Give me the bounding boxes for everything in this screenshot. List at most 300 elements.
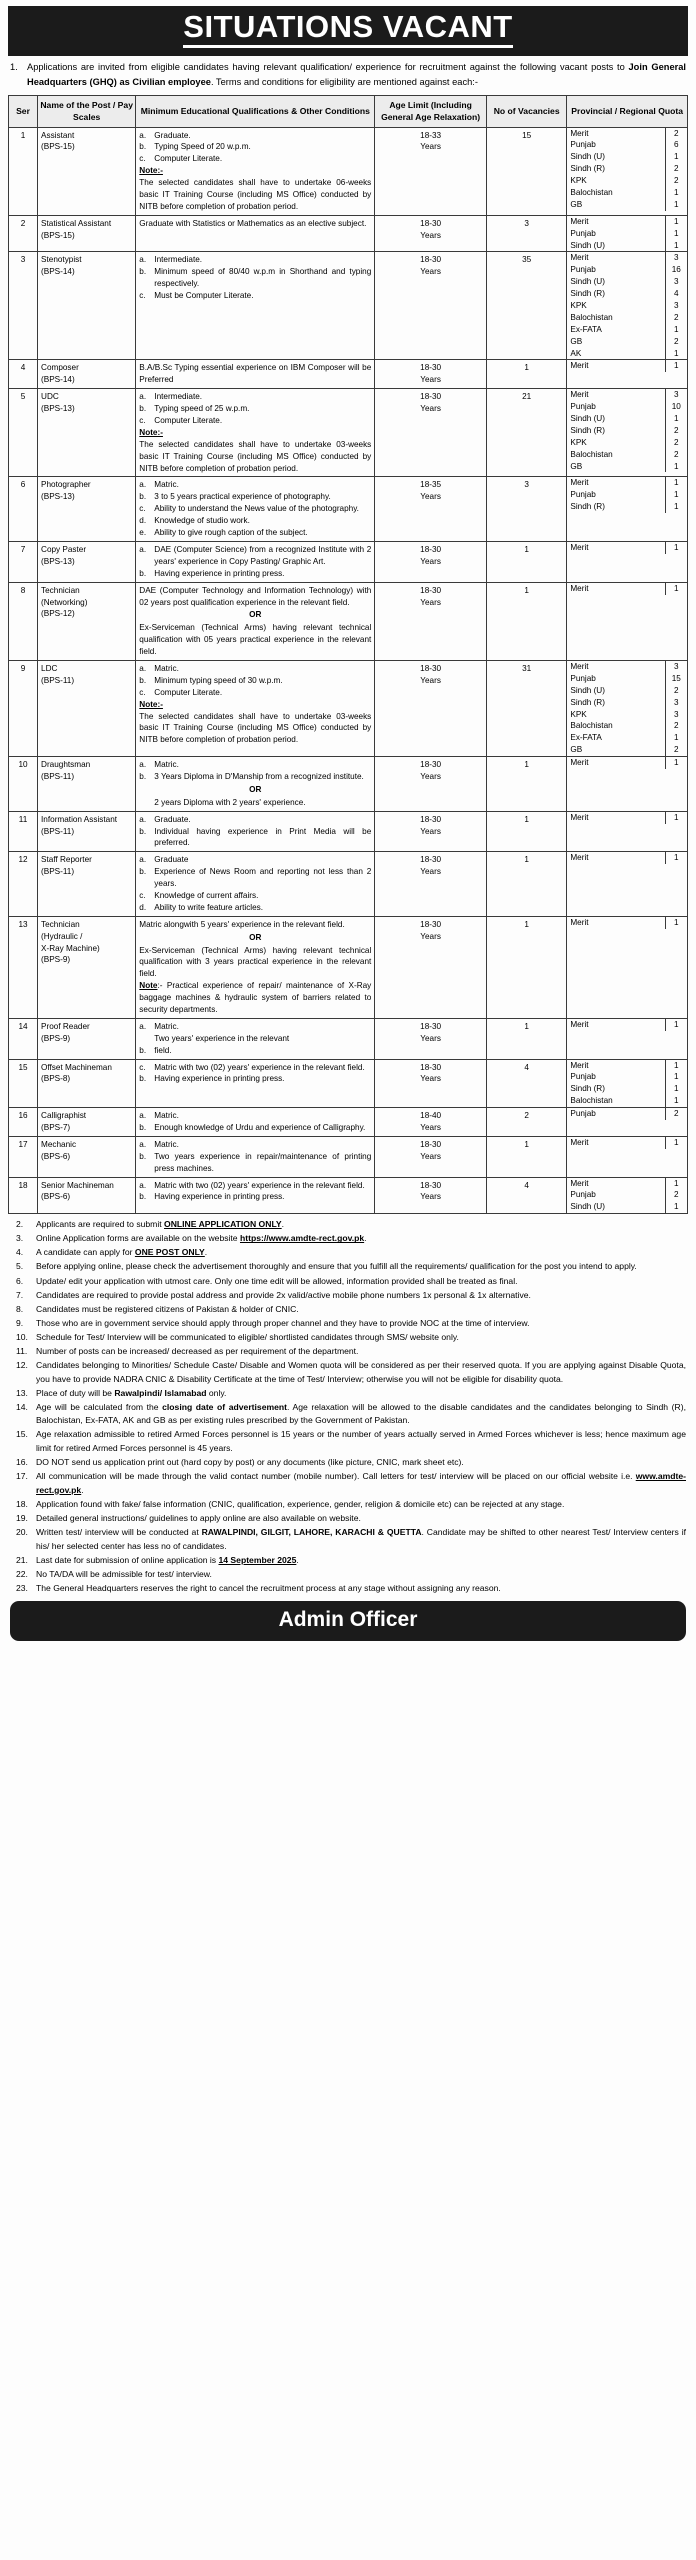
quota-row bbox=[567, 757, 687, 769]
cell-post-name: Stenotypist (BPS-14) bbox=[38, 252, 136, 360]
cell-quota bbox=[567, 582, 688, 660]
qualification-item-label: a. bbox=[139, 1139, 147, 1149]
cell-vacancies: 1 bbox=[486, 852, 566, 916]
column-header-qualifications: Minimum Educational Qualifications & Other Conditions bbox=[136, 95, 375, 127]
quota-region-count: 10 bbox=[665, 401, 687, 413]
cell-post-name: Proof Reader (BPS-9) bbox=[38, 1018, 136, 1059]
cell-quota bbox=[567, 811, 688, 852]
cell-ser: 4 bbox=[9, 360, 38, 389]
table-row bbox=[9, 127, 688, 215]
condition-text: Number of posts can be increased/ decreased as per requirement of the department. bbox=[36, 1345, 359, 1356]
condition-item bbox=[10, 1303, 686, 1317]
quota-region-count: 1 bbox=[665, 240, 687, 252]
quota-region-name: Punjab bbox=[570, 1190, 596, 1200]
quota-region-name: Merit bbox=[570, 361, 589, 371]
qualification-item-label: b. bbox=[139, 1123, 147, 1133]
condition-number: 2. bbox=[16, 1219, 24, 1230]
quota-region-count: 2 bbox=[665, 312, 687, 324]
quota-region-count: 2 bbox=[665, 175, 687, 187]
cell-quota bbox=[567, 1177, 688, 1214]
condition-text: Update/ edit your application with utmost care. Only one time edit will be allowed, information provided shall be treated as final. bbox=[36, 1275, 518, 1286]
quota-region-count: 1 bbox=[665, 187, 687, 199]
cell-quota bbox=[567, 1108, 688, 1137]
quota-region-name: Punjab bbox=[570, 490, 596, 500]
condition-text: Detailed general instructions/ guidelines to apply online are also available on website. bbox=[36, 1512, 361, 1523]
table-row bbox=[9, 1177, 688, 1214]
title-banner bbox=[8, 6, 688, 56]
quota-region-count: 1 bbox=[665, 324, 687, 336]
quota-row bbox=[567, 1178, 687, 1190]
cell-qualifications bbox=[136, 1177, 375, 1214]
signature-text: Admin Officer bbox=[278, 1608, 418, 1632]
cell-ser: 17 bbox=[9, 1136, 38, 1177]
table-row bbox=[9, 1136, 688, 1177]
condition-text: Written test/ interview will be conducted at RAWALPINDI, GILGIT, LAHORE, KARACHI & QUETTA. Candidate may be shifted to other nearest Test/ Interview centers if his/ her selected center has less no of candidates. bbox=[36, 1526, 686, 1551]
cell-quota bbox=[567, 660, 688, 756]
table-row bbox=[9, 389, 688, 477]
qualification-item-text: Enough knowledge of Urdu and experience of Calligraphy. bbox=[154, 1123, 366, 1133]
condition-text: Age will be calculated from the closing date of advertisement. Age relaxation will be allowed to the disable candidates and the candidates belonging to Sindh (R), Balochistan, Ex-FATA, AK and GB as per existing rules prescribed by the Government of Pakistan. bbox=[36, 1401, 686, 1426]
cell-age-limit: 18-30 Years bbox=[375, 389, 487, 477]
quota-region-name: Merit bbox=[570, 253, 589, 263]
table-body bbox=[9, 127, 688, 1214]
qualification-item-label: b. bbox=[139, 1045, 147, 1055]
qualification-item-label: b. bbox=[139, 1192, 147, 1202]
condition-text: Those who are in government service should apply through proper channel and they have to provide NOC at the time of interview. bbox=[36, 1317, 530, 1328]
quota-row bbox=[567, 917, 687, 929]
qualification-indented-text: Two years' experience in the relevant bbox=[154, 1033, 290, 1043]
qualification-inline-note-text: :- Practical experience of repair/ maintenance of X-Ray baggage machines & hydraulic system of barriers related to security departments. bbox=[139, 981, 372, 1014]
quota-region-name: Ex-FATA bbox=[570, 733, 602, 743]
cell-qualifications bbox=[136, 389, 375, 477]
qualification-item-text: Matric. bbox=[154, 1111, 179, 1121]
cell-post-name: Staff Reporter (BPS-11) bbox=[38, 852, 136, 916]
qualification-item-text: Having experience in printing press. bbox=[154, 568, 285, 578]
condition-text: Candidates are required to provide postal address and provide 2x valid/active mobile phone numbers 1x personal & 1x alternative. bbox=[36, 1289, 531, 1300]
cell-age-limit: 18-30 Years bbox=[375, 852, 487, 916]
qualification-item-label: a. bbox=[139, 1021, 147, 1031]
cell-qualifications bbox=[136, 1059, 375, 1108]
quota-row bbox=[567, 401, 687, 413]
quota-row bbox=[567, 264, 687, 276]
qualification-item bbox=[139, 153, 371, 165]
quota-region-name: Merit bbox=[570, 583, 589, 593]
qualification-item-label: d. bbox=[139, 902, 147, 912]
qualification-item-label: b. bbox=[139, 267, 147, 277]
quota-region-count: 1 bbox=[665, 812, 687, 824]
qualification-item-label: a. bbox=[139, 544, 147, 554]
qualification-item-label: b. bbox=[139, 675, 147, 685]
quota-region-name: Merit bbox=[570, 917, 589, 927]
quota-region-name: Punjab bbox=[570, 673, 596, 683]
condition-item bbox=[10, 1275, 686, 1289]
quota-region-name: Punjab bbox=[570, 1072, 596, 1082]
quota-region-count: 2 bbox=[665, 437, 687, 449]
quota-row bbox=[567, 151, 687, 163]
qualification-item bbox=[139, 568, 371, 580]
condition-item bbox=[10, 1470, 686, 1497]
qualification-item-text: 3 to 5 years practical experience of photography. bbox=[154, 492, 331, 502]
quota-row bbox=[567, 477, 687, 489]
cell-qualifications bbox=[136, 215, 375, 252]
condition-item bbox=[10, 1387, 686, 1401]
cell-age-limit: 18-30 Years bbox=[375, 1177, 487, 1214]
cell-post-name: Technician (Hydraulic / X-Ray Machine) (BPS-9) bbox=[38, 916, 136, 1018]
qualification-item-text: Knowledge of studio work. bbox=[154, 516, 250, 526]
cell-age-limit: 18-30 Years bbox=[375, 215, 487, 252]
quota-region-count: 1 bbox=[665, 1137, 687, 1149]
condition-item bbox=[10, 1289, 686, 1303]
cell-ser: 7 bbox=[9, 541, 38, 582]
column-header-quota: Provincial / Regional Quota bbox=[567, 95, 688, 127]
qualification-text: The selected candidates shall have to undertake 03-weeks basic IT Training Course (including MS Office) conducted by NITB before completion of probation period. bbox=[139, 439, 372, 473]
quota-region-name: Sindh (U) bbox=[570, 685, 605, 695]
quota-region-name: Sindh (R) bbox=[570, 1084, 605, 1094]
qualification-item-label: b. bbox=[139, 404, 147, 414]
quota-region-name: GB bbox=[570, 461, 583, 471]
quota-region-name: KPK bbox=[570, 301, 587, 311]
cell-post-name: LDC (BPS-11) bbox=[38, 660, 136, 756]
quota-region-name: KPK bbox=[570, 709, 587, 719]
condition-number: 15. bbox=[16, 1429, 28, 1440]
quota-region-name: GB bbox=[570, 745, 583, 755]
qualification-item-label: a. bbox=[139, 1180, 147, 1190]
table-header bbox=[9, 95, 688, 127]
quota-row bbox=[567, 449, 687, 461]
table-row bbox=[9, 660, 688, 756]
cell-vacancies: 1 bbox=[486, 541, 566, 582]
qualification-text: Graduate with Statistics or Mathematics as an elective subject. bbox=[139, 218, 367, 228]
qualification-item-label: d. bbox=[139, 516, 147, 526]
quota-row bbox=[567, 413, 687, 425]
quota-region-count: 2 bbox=[665, 1189, 687, 1201]
cell-quota bbox=[567, 916, 688, 1018]
qualification-item bbox=[139, 854, 371, 866]
quota-row bbox=[567, 437, 687, 449]
table-row bbox=[9, 541, 688, 582]
condition-number: 23. bbox=[16, 1582, 28, 1593]
quota-region-name: Punjab bbox=[570, 1109, 596, 1119]
quota-row bbox=[567, 1201, 687, 1213]
cell-quota bbox=[567, 477, 688, 541]
qualification-item-text: 3 Years Diploma in D'Manship from a recognized institute. bbox=[154, 771, 364, 781]
qualification-item-text: Typing speed of 25 w.p.m. bbox=[154, 404, 250, 414]
quota-region-count: 2 bbox=[665, 744, 687, 756]
cell-ser: 1 bbox=[9, 127, 38, 215]
condition-item bbox=[10, 1456, 686, 1470]
quota-region-name: Sindh (U) bbox=[570, 152, 605, 162]
qualification-item-text: Computer Literate. bbox=[154, 416, 223, 426]
qualification-item-label: b. bbox=[139, 867, 147, 877]
cell-quota bbox=[567, 252, 688, 360]
cell-qualifications bbox=[136, 852, 375, 916]
condition-text: Before applying online, please check the advertisement thoroughly and ensure that you fulfill all the requirements/ qualification for the post you intend to apply. bbox=[36, 1261, 637, 1272]
table-row bbox=[9, 811, 688, 852]
quota-region-name: Balochistan bbox=[570, 1096, 613, 1106]
quota-region-name: Punjab bbox=[570, 402, 596, 412]
qualification-item bbox=[139, 1180, 371, 1192]
condition-item bbox=[10, 1246, 686, 1260]
quota-region-count: 2 bbox=[665, 336, 687, 348]
cell-post-name: UDC (BPS-13) bbox=[38, 389, 136, 477]
qualification-item-text: Intermediate. bbox=[154, 392, 203, 402]
quota-region-count: 1 bbox=[665, 199, 687, 211]
qualification-item-label: a. bbox=[139, 1111, 147, 1121]
qualification-or-separator: OR bbox=[249, 932, 262, 942]
qualification-item bbox=[139, 415, 371, 427]
intro-number: 1. bbox=[10, 61, 18, 72]
qualification-item bbox=[139, 814, 371, 826]
quota-region-count: 3 bbox=[665, 276, 687, 288]
condition-item bbox=[10, 1498, 686, 1512]
quota-region-count: 1 bbox=[665, 583, 687, 595]
cell-ser: 15 bbox=[9, 1059, 38, 1108]
cell-qualifications bbox=[136, 660, 375, 756]
qualification-item bbox=[139, 1151, 371, 1175]
qualification-item bbox=[139, 771, 371, 783]
qualification-item bbox=[139, 479, 371, 491]
quota-region-count: 1 bbox=[665, 228, 687, 240]
cell-age-limit: 18-35 Years bbox=[375, 477, 487, 541]
cell-ser: 6 bbox=[9, 477, 38, 541]
condition-text: DO NOT send us application print out (hard copy by post) or any documents (like picture, CNIC, mark sheet etc). bbox=[36, 1457, 464, 1468]
qualification-text: Ex-Serviceman (Technical Arms) having relevant technical qualification with 05 years practical experience in the relevant field. bbox=[139, 623, 372, 657]
cell-post-name: Calligraphist (BPS-7) bbox=[38, 1108, 136, 1137]
quota-region-name: Merit bbox=[570, 1137, 589, 1147]
cell-age-limit: 18-30 Years bbox=[375, 1018, 487, 1059]
qualification-item-text: Graduate. bbox=[154, 814, 191, 824]
quota-region-count: 1 bbox=[665, 1071, 687, 1083]
table-row bbox=[9, 916, 688, 1018]
qualification-item-text: Individual having experience in Print Media will be preferred. bbox=[154, 826, 372, 848]
cell-age-limit: 18-40 Years bbox=[375, 1108, 487, 1137]
quota-region-count: 2 bbox=[665, 163, 687, 175]
condition-number: 19. bbox=[16, 1512, 28, 1523]
quota-region-count: 15 bbox=[665, 673, 687, 685]
cell-post-name: Information Assistant (BPS-11) bbox=[38, 811, 136, 852]
quota-region-name: Sindh (U) bbox=[570, 1202, 605, 1212]
condition-text: The General Headquarters reserves the right to cancel the recruitment process at any stage without assigning any reason. bbox=[36, 1582, 501, 1593]
intro-text-bold: Join General Headquarters (GHQ) as Civilian employee bbox=[27, 61, 686, 87]
quota-row bbox=[567, 336, 687, 348]
qualification-item bbox=[139, 902, 371, 914]
quota-region-count: 1 bbox=[665, 477, 687, 489]
quota-region-count: 1 bbox=[665, 1201, 687, 1213]
qualification-item bbox=[139, 290, 371, 302]
quota-region-name: Sindh (R) bbox=[570, 697, 605, 707]
quota-region-count: 4 bbox=[665, 288, 687, 300]
quota-row bbox=[567, 163, 687, 175]
condition-number: 13. bbox=[16, 1387, 28, 1398]
cell-post-name: Composer (BPS-14) bbox=[38, 360, 136, 389]
cell-post-name: Draughtsman (BPS-11) bbox=[38, 757, 136, 812]
cell-post-name: Assistant (BPS-15) bbox=[38, 127, 136, 215]
quota-row bbox=[567, 139, 687, 151]
quota-region-count: 1 bbox=[665, 542, 687, 554]
quota-region-count: 1 bbox=[665, 216, 687, 228]
table-row bbox=[9, 1018, 688, 1059]
cell-qualifications bbox=[136, 811, 375, 852]
cell-vacancies: 1 bbox=[486, 1136, 566, 1177]
cell-post-name: Offset Machineman (BPS-8) bbox=[38, 1059, 136, 1108]
quota-region-name: Sindh (U) bbox=[570, 277, 605, 287]
qualification-item bbox=[139, 403, 371, 415]
quota-row bbox=[567, 1019, 687, 1031]
qualification-note-heading: Note:- bbox=[139, 166, 163, 176]
qualification-item-label: c. bbox=[139, 504, 146, 514]
cell-ser: 16 bbox=[9, 1108, 38, 1137]
table-row bbox=[9, 852, 688, 916]
condition-number: 18. bbox=[16, 1498, 28, 1509]
signature-banner bbox=[10, 1601, 686, 1641]
quota-region-count: 1 bbox=[665, 732, 687, 744]
quota-region-name: Sindh (U) bbox=[570, 414, 605, 424]
cell-quota bbox=[567, 1018, 688, 1059]
cell-vacancies: 2 bbox=[486, 1108, 566, 1137]
quota-row bbox=[567, 1071, 687, 1083]
cell-qualifications bbox=[136, 757, 375, 812]
quota-region-count: 1 bbox=[665, 151, 687, 163]
qualification-item-label: a. bbox=[139, 480, 147, 490]
cell-qualifications bbox=[136, 477, 375, 541]
quota-row bbox=[567, 360, 687, 372]
qualification-text: Ex-Serviceman (Technical Arms) having relevant technical qualification with 3 years practical experience in the relevant field. bbox=[139, 945, 372, 979]
intro-paragraph bbox=[10, 60, 686, 90]
qualification-item-label: c. bbox=[139, 1062, 146, 1072]
qualification-item-text: Two years experience in repair/maintenance of printing press machines. bbox=[154, 1151, 372, 1173]
cell-ser: 9 bbox=[9, 660, 38, 756]
quota-row bbox=[567, 744, 687, 756]
cell-qualifications bbox=[136, 1136, 375, 1177]
quota-region-name: Merit bbox=[570, 758, 589, 768]
intro-text-part1: Applications are invited from eligible candidates having relevant qualification/ experience for recruitment against the following vacant posts to bbox=[27, 61, 629, 72]
table-row bbox=[9, 582, 688, 660]
quota-region-count: 3 bbox=[665, 697, 687, 709]
cell-quota bbox=[567, 1059, 688, 1108]
condition-number: 8. bbox=[16, 1303, 24, 1314]
quota-row bbox=[567, 673, 687, 685]
quota-region-name: Ex-FATA bbox=[570, 324, 602, 334]
quota-region-count: 6 bbox=[665, 139, 687, 151]
quota-region-count: 1 bbox=[665, 360, 687, 372]
cell-quota bbox=[567, 389, 688, 477]
cell-quota bbox=[567, 541, 688, 582]
qualification-text: The selected candidates shall have to undertake 06-weeks basic IT Training Course (including MS Office) conducted by NITB before completion of probation period. bbox=[139, 178, 372, 211]
qualification-item-text: Computer Literate. bbox=[154, 687, 223, 697]
quota-row bbox=[567, 697, 687, 709]
condition-text: Application found with fake/ false information (CNIC, qualification, experience, gender, religion & domicile etc) can be rejected at any stage. bbox=[36, 1498, 565, 1509]
table-row bbox=[9, 1108, 688, 1137]
qualification-item-text: Matric. bbox=[154, 663, 179, 673]
quota-row bbox=[567, 1083, 687, 1095]
qualification-item bbox=[139, 503, 371, 515]
qualification-text: B.A/B.Sc Typing essential experience on IBM Composer will be Preferred bbox=[139, 363, 372, 385]
intro-text-part2: . Terms and conditions for eligibility are mentioned against each:- bbox=[210, 76, 478, 87]
qualification-item bbox=[139, 866, 371, 890]
quota-region-count: 2 bbox=[665, 1108, 687, 1120]
quota-row bbox=[567, 1108, 687, 1120]
quota-region-name: Merit bbox=[570, 542, 589, 552]
condition-item bbox=[10, 1331, 686, 1345]
qualification-item-text: Intermediate. bbox=[154, 255, 203, 265]
column-header-vacancies: No of Vacancies bbox=[486, 95, 566, 127]
qualification-item-text: Ability to write feature articles. bbox=[154, 902, 264, 912]
table-row bbox=[9, 252, 688, 360]
quota-region-name: Merit bbox=[570, 812, 589, 822]
condition-item bbox=[10, 1526, 686, 1553]
quota-row bbox=[567, 276, 687, 288]
cell-vacancies: 31 bbox=[486, 660, 566, 756]
condition-text: Applicants are required to submit ONLINE APPLICATION ONLY. bbox=[36, 1219, 285, 1230]
quota-region-count: 2 bbox=[665, 449, 687, 461]
quota-region-name: Sindh (R) bbox=[570, 425, 605, 435]
quota-row bbox=[567, 720, 687, 732]
quota-row bbox=[567, 324, 687, 336]
qualification-item bbox=[139, 544, 371, 568]
qualification-item-text: Having experience in printing press. bbox=[154, 1074, 285, 1084]
condition-number: 20. bbox=[16, 1526, 28, 1537]
table-row bbox=[9, 1059, 688, 1108]
condition-number: 17. bbox=[16, 1471, 28, 1482]
condition-item bbox=[10, 1554, 686, 1568]
quota-region-count: 3 bbox=[665, 389, 687, 401]
cell-ser: 5 bbox=[9, 389, 38, 477]
quota-region-count: 2 bbox=[665, 685, 687, 697]
cell-qualifications bbox=[136, 582, 375, 660]
cell-qualifications bbox=[136, 916, 375, 1018]
quota-region-count: 1 bbox=[665, 757, 687, 769]
condition-item bbox=[10, 1218, 686, 1232]
cell-vacancies: 1 bbox=[486, 811, 566, 852]
qualification-item-text: Must be Computer Literate. bbox=[154, 291, 254, 301]
quota-region-name: Merit bbox=[570, 478, 589, 488]
quota-region-count: 1 bbox=[665, 413, 687, 425]
cell-ser: 12 bbox=[9, 852, 38, 916]
quota-row bbox=[567, 1095, 687, 1107]
quota-row bbox=[567, 187, 687, 199]
quota-region-name: Balochistan bbox=[570, 449, 613, 459]
condition-number: 22. bbox=[16, 1568, 28, 1579]
qualification-item bbox=[139, 687, 371, 699]
quota-region-name: Sindh (U) bbox=[570, 240, 605, 250]
table-row bbox=[9, 215, 688, 252]
cell-qualifications bbox=[136, 252, 375, 360]
intro-body bbox=[27, 60, 686, 90]
qualification-item-text: Matric. bbox=[154, 1139, 179, 1149]
cell-ser: 10 bbox=[9, 757, 38, 812]
quota-region-name: Balochistan bbox=[570, 188, 613, 197]
cell-vacancies: 3 bbox=[486, 477, 566, 541]
quota-row bbox=[567, 128, 687, 140]
quota-region-count: 1 bbox=[665, 917, 687, 929]
cell-qualifications bbox=[136, 1018, 375, 1059]
quota-region-name: Merit bbox=[570, 1019, 589, 1029]
cell-age-limit: 18-30 Years bbox=[375, 757, 487, 812]
cell-vacancies: 4 bbox=[486, 1177, 566, 1214]
page-title: SITUATIONS VACANT bbox=[183, 11, 512, 48]
qualification-item bbox=[139, 1122, 371, 1134]
cell-ser: 11 bbox=[9, 811, 38, 852]
condition-item bbox=[10, 1401, 686, 1428]
qualification-item-text: Minimum speed of 80/40 w.p.m in Shorthand and typing respectively. bbox=[154, 267, 372, 289]
quota-region-name: Merit bbox=[570, 661, 589, 671]
quota-region-count: 2 bbox=[665, 720, 687, 732]
quota-region-name: KPK bbox=[570, 437, 587, 447]
qualification-item-text: Minimum typing speed of 30 w.p.m. bbox=[154, 675, 283, 685]
cell-quota bbox=[567, 360, 688, 389]
condition-text: No TA/DA will be admissible for test/ interview. bbox=[36, 1568, 212, 1579]
qualification-item bbox=[139, 759, 371, 771]
